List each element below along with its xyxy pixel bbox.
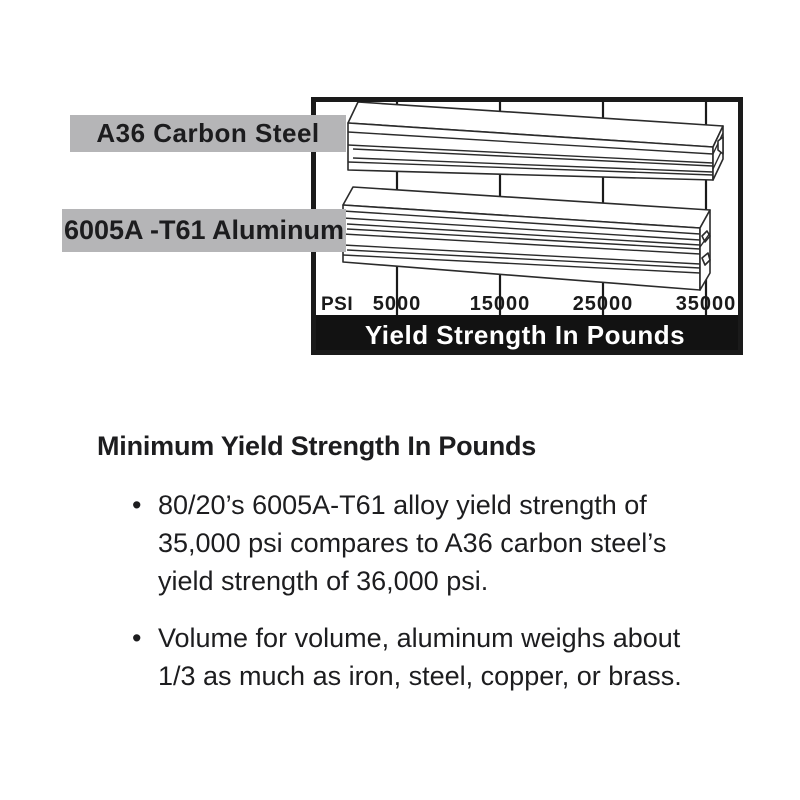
yield-strength-chart xyxy=(311,97,743,355)
series-label-6005a-t61-aluminum: 6005A -T61 Aluminum xyxy=(62,209,346,252)
axis-tick-15000: 15000 xyxy=(469,293,531,315)
bullet-glyph: • xyxy=(132,623,142,653)
bullet-line: 1/3 as much as iron, steel, copper, or brass. xyxy=(158,661,682,691)
axis-tick-35000: 35000 xyxy=(675,293,737,315)
bullet-item-yield-strength xyxy=(132,486,732,600)
axis-tick-25000: 25000 xyxy=(572,293,634,315)
bullet-glyph: • xyxy=(132,490,142,520)
axis-tick-5000: 5000 xyxy=(372,293,422,315)
series-label-a36-carbon-steel: A36 Carbon Steel xyxy=(70,115,346,152)
bullet-list xyxy=(132,486,732,714)
bullet-line: yield strength of 36,000 psi. xyxy=(158,566,489,596)
x-axis xyxy=(321,293,736,315)
bullet-line: Volume for volume, aluminum weighs about xyxy=(158,623,681,653)
bullet-line: 35,000 psi compares to A36 carbon steel’s xyxy=(158,528,667,558)
axis-unit-label: PSI xyxy=(321,294,354,315)
bullet-item-weight xyxy=(132,619,732,695)
chart-caption-banner xyxy=(311,315,743,355)
section-heading: Minimum Yield Strength In Pounds xyxy=(97,431,537,461)
chart-illustration xyxy=(311,97,743,355)
bullet-line: 80/20’s 6005A-T61 alloy yield strength of xyxy=(158,490,647,520)
chart-caption: Yield Strength In Pounds xyxy=(364,320,686,350)
bar-a36-carbon-steel xyxy=(348,102,723,180)
